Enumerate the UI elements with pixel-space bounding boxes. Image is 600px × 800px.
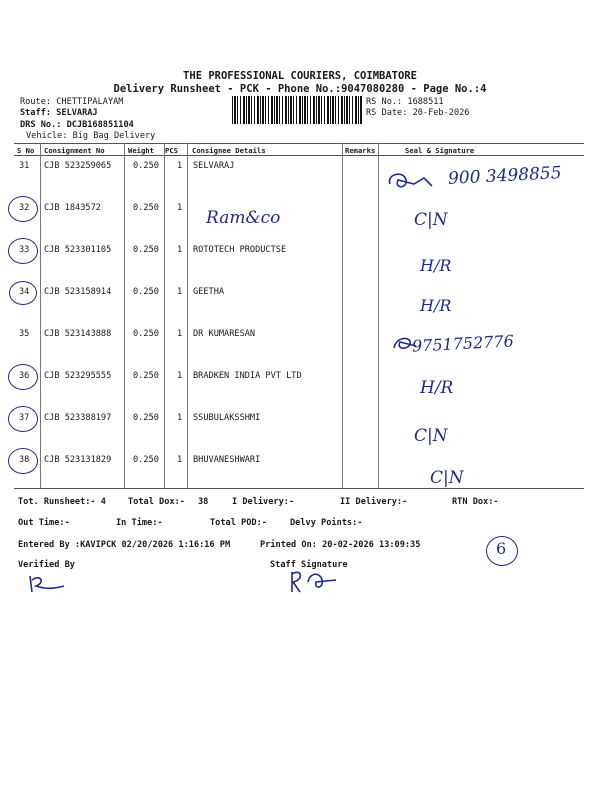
col-header-remarks: Remarks: [345, 146, 376, 155]
handwritten-remark-37: C|N: [414, 426, 448, 446]
row-consignment-no: CJB 523388197: [44, 413, 112, 423]
total-dox-label: Total Dox:-: [128, 497, 185, 507]
row-sno: 38: [19, 455, 30, 465]
header-bottom-line: [14, 155, 584, 156]
row-sno: 33: [19, 245, 30, 255]
handwritten-circle: [8, 448, 38, 474]
col-divider: [40, 143, 41, 488]
verified-signature: [24, 570, 74, 598]
row-pcs: 1: [177, 413, 183, 423]
row-consignee: BHUVANESHWARI: [193, 455, 261, 465]
row-weight: 0.250: [133, 371, 159, 381]
col-header-sno: S No: [17, 146, 35, 155]
row-weight: 0.250: [133, 245, 159, 255]
row-sno: 36: [19, 371, 30, 381]
col-header-seal-signature: Seal & Signature: [405, 146, 475, 155]
row-consignee: SSUBULAKSSHMI: [193, 413, 261, 423]
entered-by: Entered By :KAVIPCK 02/20/2026 1:16:16 PM: [18, 540, 231, 550]
col-header-pcs: PCS: [165, 146, 178, 155]
row-weight: 0.250: [133, 455, 159, 465]
runsheet-subtitle: Delivery Runsheet - PCK - Phone No.:9047080280 - Page No.:4: [113, 83, 487, 95]
row-consignee: DR KUMARESAN: [193, 329, 256, 339]
row-consignment-no: CJB 1843572: [44, 203, 101, 213]
row-pcs: 1: [177, 371, 183, 381]
handwritten-remark-33: H/R: [420, 256, 452, 275]
barcode: [232, 96, 362, 124]
handwritten-circle: [8, 406, 38, 432]
out-time: Out Time:-: [18, 518, 70, 528]
row-consignment-no: CJB 523301105: [44, 245, 112, 255]
drs-number: DRS No.: DCJB168851104: [20, 120, 134, 130]
printed-on: Printed On: 20-02-2026 13:09:35: [260, 540, 421, 550]
handwritten-remark-32: C|N: [414, 210, 448, 230]
in-time: In Time:-: [116, 518, 163, 528]
handwritten-consignee-32: Ram&co: [206, 208, 281, 228]
total-pod: Total POD:-: [210, 518, 267, 528]
table-bottom-line: [14, 488, 584, 489]
handwritten-phone-31: 900 3498855: [447, 163, 563, 189]
row-sno: 32: [19, 203, 30, 213]
row-weight: 0.250: [133, 161, 159, 171]
row-pcs: 1: [177, 245, 183, 255]
row-sno: 34: [19, 287, 30, 297]
col-divider: [342, 143, 343, 488]
row-pcs: 1: [177, 161, 183, 171]
handwritten-circle: [9, 281, 37, 305]
row-pcs: 1: [177, 287, 183, 297]
i-delivery: I Delivery:-: [232, 497, 295, 507]
table-top-line: [14, 143, 584, 144]
tot-runsheet: Tot. Runsheet:- 4: [18, 497, 106, 507]
col-divider: [164, 143, 165, 488]
row-sno: 35: [19, 329, 30, 339]
row-consignment-no: CJB 523158914: [44, 287, 112, 297]
row-pcs: 1: [177, 203, 183, 213]
route-label: Route: CHETTIPALAYAM: [20, 97, 124, 107]
handwritten-circle: [8, 364, 38, 390]
delvy-points: Delvy Points:-: [290, 518, 363, 528]
col-divider: [187, 143, 188, 488]
col-divider: [378, 143, 379, 488]
row-consignment-no: CJB 523259065: [44, 161, 112, 171]
staff-signature: [286, 566, 346, 596]
row-weight: 0.250: [133, 287, 159, 297]
row-consignee: SELVARAJ: [193, 161, 235, 171]
handwritten-circle: [8, 196, 38, 222]
company-title: THE PROFESSIONAL COURIERS, COIMBATORE: [183, 70, 417, 82]
col-header-weight: Weight: [128, 146, 154, 155]
rs-date: RS Date: 20-Feb-2026: [366, 108, 470, 118]
staff-signature-label: Staff Signature: [270, 560, 348, 570]
row-consignee: GEETHA: [193, 287, 225, 297]
ii-delivery: II Delivery:-: [340, 497, 408, 507]
row-pcs: 1: [177, 455, 183, 465]
vehicle-label: Vehicle: Big Bag Delivery: [26, 131, 156, 141]
row-pcs: 1: [177, 329, 183, 339]
row-sno: 31: [19, 161, 30, 171]
col-header-consignee: Consignee Details: [192, 146, 266, 155]
row-weight: 0.250: [133, 413, 159, 423]
row-weight: 0.250: [133, 329, 159, 339]
row-sno: 37: [19, 413, 30, 423]
handwritten-remark-36: H/R: [420, 378, 454, 398]
row-consignment-no: CJB 523295555: [44, 371, 112, 381]
row-consignment-no: CJB 523143888: [44, 329, 112, 339]
row-consignee: BRADKEN INDIA PVT LTD: [193, 371, 302, 381]
handwritten-remark-34: H/R: [420, 296, 452, 315]
handwritten-circle: [8, 238, 38, 264]
total-dox-value: 38: [198, 497, 209, 507]
row-consignee: ROTOTECH PRODUCTSE: [193, 245, 287, 255]
rs-number: RS No.: 1688511: [366, 97, 444, 107]
handwritten-page-number: 6: [496, 539, 507, 558]
row-consignment-no: CJB 523131829: [44, 455, 112, 465]
row-weight: 0.250: [133, 203, 159, 213]
handwritten-phone-35: 9751752776: [411, 331, 515, 356]
col-divider: [124, 143, 125, 488]
handwritten-remark-38: C|N: [430, 468, 464, 488]
verified-by-label: Verified By: [18, 560, 75, 570]
rtn-dox: RTN Dox:-: [452, 497, 499, 507]
col-header-consignment: Consignment No: [44, 146, 105, 155]
staff-label: Staff: SELVARAJ: [20, 108, 98, 118]
